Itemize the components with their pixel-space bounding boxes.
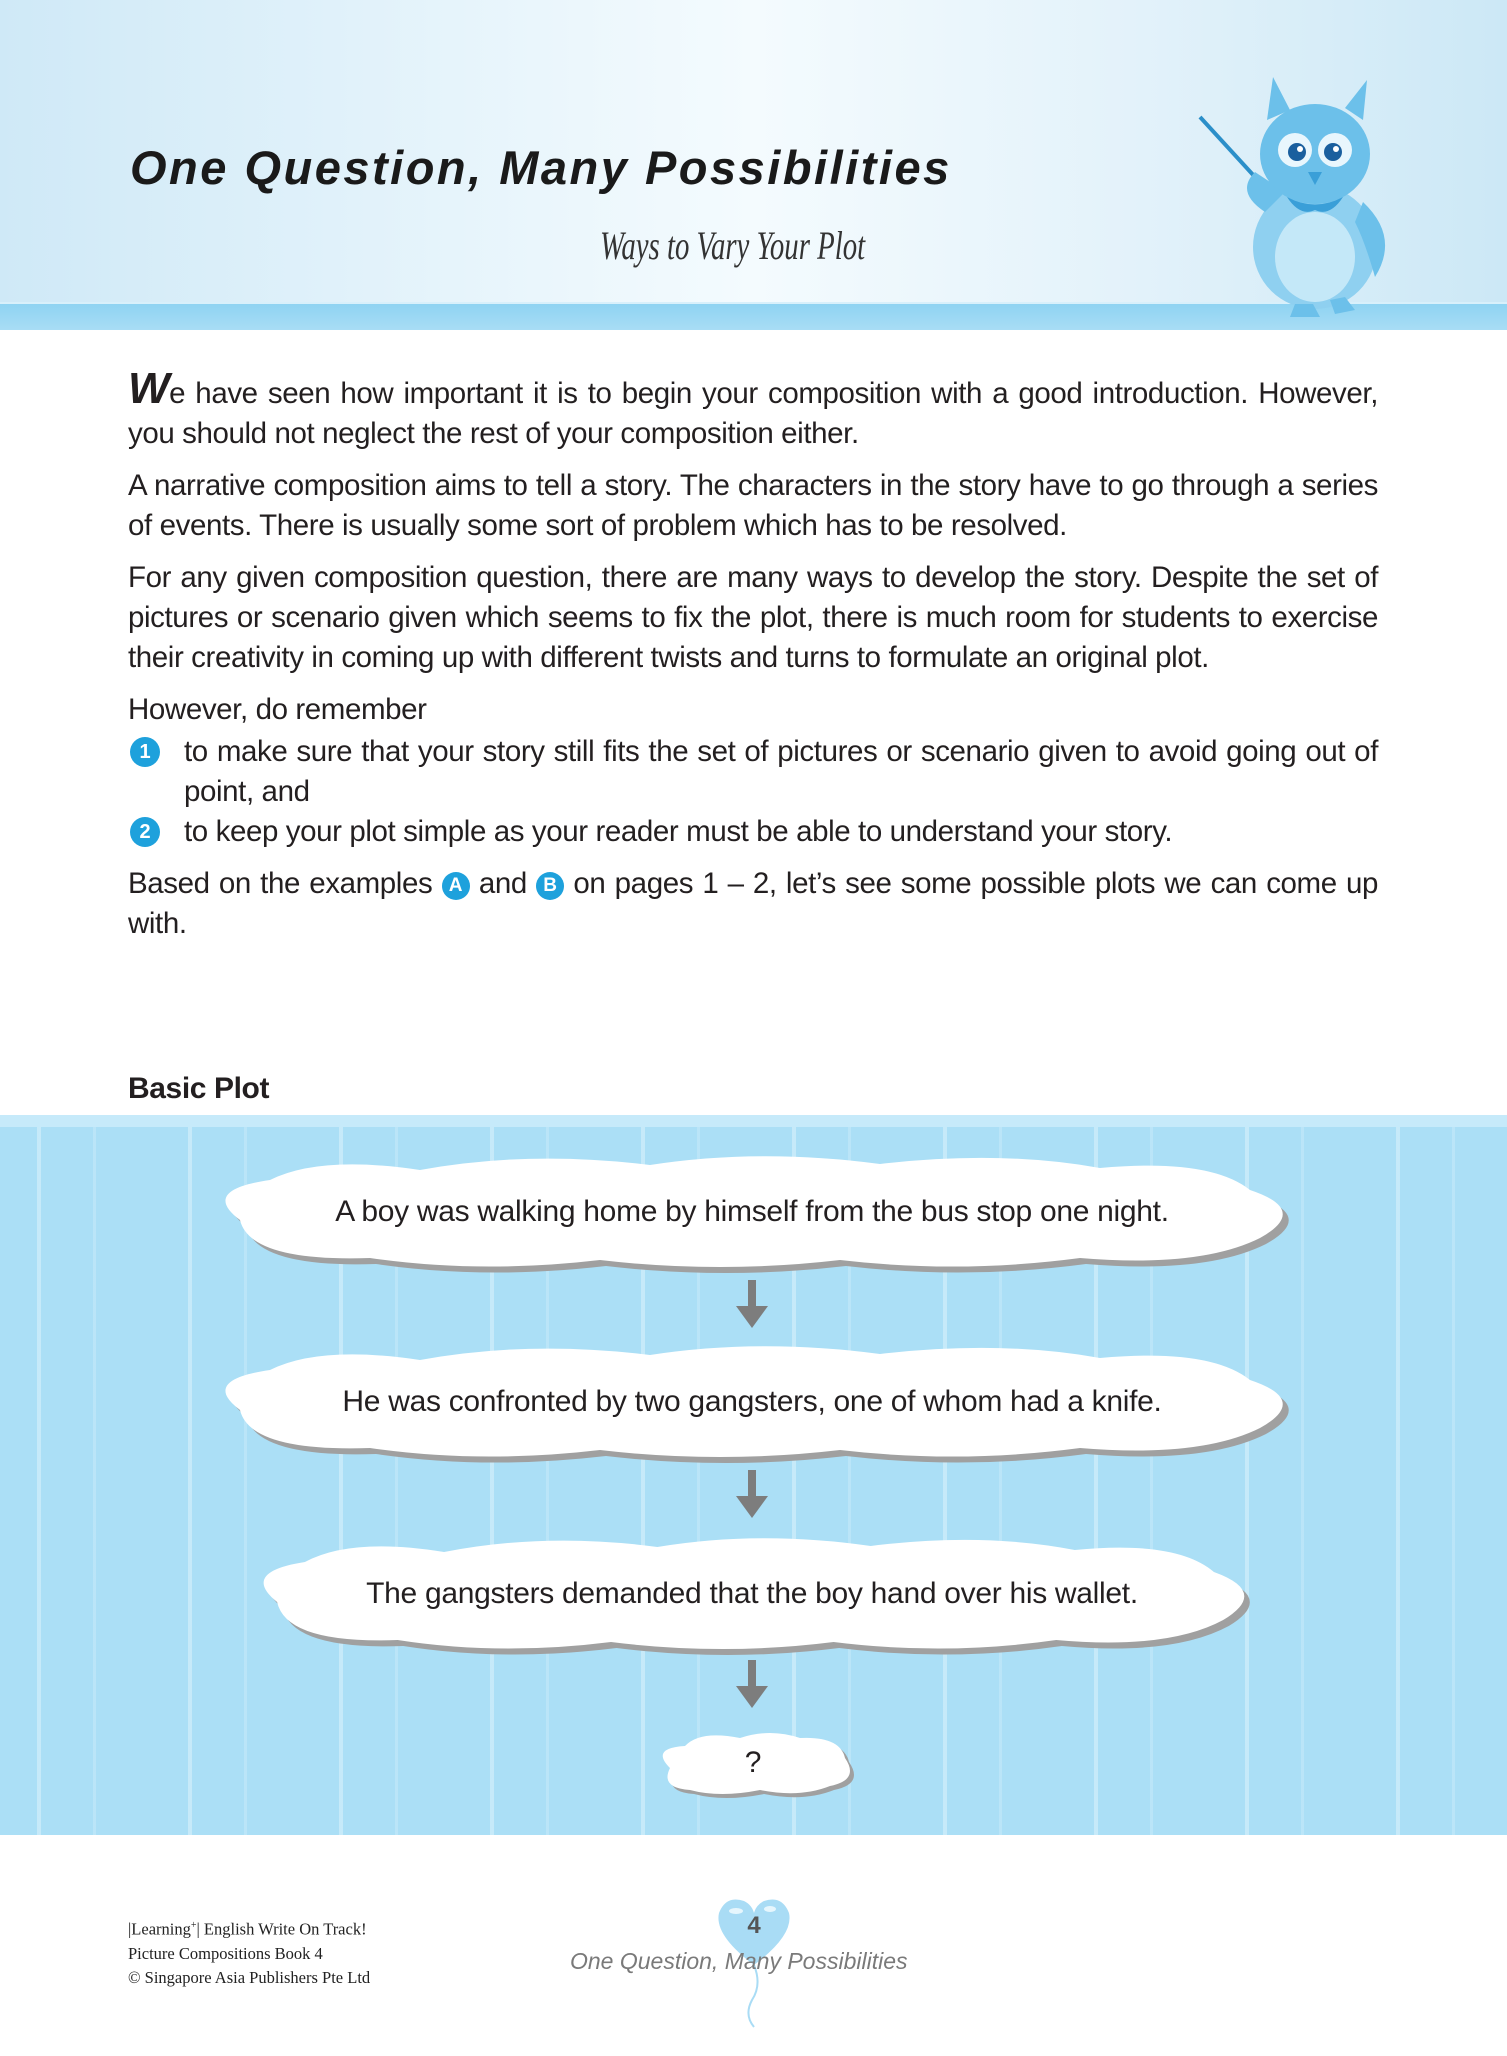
footer-series (128, 1914, 370, 1942)
basic-plot-heading: Basic Plot (128, 1072, 270, 1105)
arrow-down-icon (732, 1280, 772, 1330)
owl-mascot-icon (1195, 72, 1415, 322)
page-subtitle: Ways to Vary Your Plot (600, 223, 866, 268)
footer-publisher-info (128, 1914, 370, 1990)
paragraph-1 (128, 364, 1378, 454)
list-item (128, 812, 1378, 852)
paragraph-5-text: and (478, 867, 527, 900)
footer-series-text: |Learning (128, 1919, 191, 1939)
footer-copyright: © Singapore Asia Publishers Pte Ltd (128, 1967, 371, 1987)
example-a-badge-icon: A (442, 872, 470, 900)
intro-text (128, 364, 1378, 956)
footer-book: Picture Compositions Book 4 (128, 1943, 323, 1963)
paragraph-2: A narrative composition aims to tell a story. The characters in the story have to go through a series of events. There is usually some sort of problem which has to be resolved. (128, 469, 1378, 542)
paragraph-5-text: Based on the examples (128, 867, 433, 900)
paragraph-5 (128, 864, 1378, 944)
plot-step-text: A boy was walking home by himself from the bus stop one night. (335, 1195, 1169, 1228)
list-item-text: to make sure that your story still fits the set of pictures or scenario given to avoid going out of point, and (184, 735, 1378, 808)
plot-step-text: He was confronted by two gangsters, one of whom had a knife. (342, 1385, 1162, 1418)
footer-running-title: One Question, Many Possibilities (570, 1948, 908, 1974)
plot-step-cloud (200, 1150, 1304, 1274)
plot-step-cloud-unknown (650, 1728, 856, 1798)
page-number: 4 (747, 1912, 761, 1939)
paragraph-5-text: on pages 1 – 2, let’s see some possible plots we can come up with. (128, 867, 1378, 940)
number-2-icon: 2 (130, 817, 160, 847)
footer-series-text: | English Write On Track! (196, 1919, 367, 1939)
drop-cap: W (128, 364, 170, 413)
plot-step-cloud (200, 1340, 1304, 1464)
plot-flow-top-edge (0, 1115, 1507, 1127)
footer-series-sup: + (190, 1920, 197, 1931)
list-item-text: to keep your plot simple as your reader must be able to understand your story. (184, 815, 1173, 848)
plot-step-text: The gangsters demanded that the boy hand over his wallet. (366, 1577, 1138, 1610)
plot-step-text: ? (744, 1746, 762, 1779)
plot-step-cloud (240, 1532, 1264, 1656)
paragraph-1-text: e have seen how important it is to begin your composition with a good introduction. However, you should not neglect the rest of your composition either. (128, 377, 1378, 450)
paragraph-4: However, do remember (128, 693, 427, 726)
page-title: One Question, Many Possibilities (130, 141, 952, 194)
arrow-down-icon (732, 1660, 772, 1710)
example-b-badge-icon: B (536, 872, 564, 900)
number-1-icon: 1 (130, 737, 160, 767)
paragraph-3: For any given composition question, there are many ways to develop the story. Despite the set of pictures or scenario given which seems to fix the plot, there is much room for students to exercise their creativity in coming up with different twists and turns to formulate an original plot. (128, 561, 1378, 674)
list-item (128, 732, 1378, 812)
arrow-down-icon (732, 1470, 772, 1520)
